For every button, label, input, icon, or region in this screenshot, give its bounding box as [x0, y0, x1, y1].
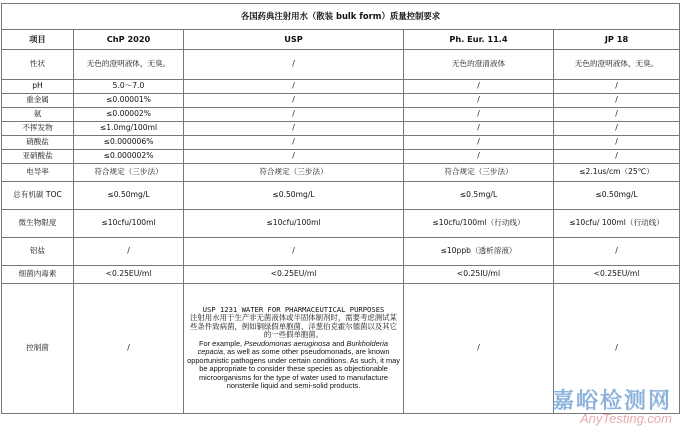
cell-jp: /	[554, 80, 680, 94]
usp-heading: USP 1231 WATER FOR PHARMACEUTICAL PURPOSES	[202, 305, 385, 315]
row-item-label: 硝酸盐	[2, 136, 74, 150]
cell-ep: /	[404, 150, 554, 164]
organism-name: Pseudomonas aeruginosa	[244, 338, 331, 348]
cell-usp: 符合规定（三步法）	[184, 164, 404, 182]
table-row	[2, 182, 680, 210]
cell-usp: /	[184, 108, 404, 122]
table-row	[2, 266, 680, 284]
table-row	[2, 136, 680, 150]
cell-chp: ≤0.000002%	[74, 150, 184, 164]
table-title: 各国药典注射用水（散装 bulk form）质量控制要求	[2, 4, 680, 30]
table-row	[2, 80, 680, 94]
cell-ep: /	[404, 108, 554, 122]
cell-chp: /	[74, 284, 184, 414]
cell-jp: <0.25EU/ml	[554, 266, 680, 284]
cell-jp: /	[554, 136, 680, 150]
row-item-label: 重金属	[2, 94, 74, 108]
cell-jp: ≤2.1us/cm（25℃）	[554, 164, 680, 182]
cell-chp: 符合规定（三步法）	[74, 164, 184, 182]
cell-usp: ≤0.50mg/L	[184, 182, 404, 210]
cell-jp: ≤0.50mg/L	[554, 182, 680, 210]
cell-usp: /	[184, 80, 404, 94]
cell-ep: /	[404, 94, 554, 108]
row-item-label: 电导率	[2, 164, 74, 182]
row-item-label: 细菌内毒素	[2, 266, 74, 284]
cell-chp: <0.25EU/ml	[74, 266, 184, 284]
cell-chp: 无色的澄明液体，无臭。	[74, 50, 184, 80]
row-item-label: 微生物限度	[2, 210, 74, 238]
cell-chp: ≤0.00002%	[74, 108, 184, 122]
watermark-en: AnyTesting.com	[579, 411, 672, 426]
cell-usp: /	[184, 122, 404, 136]
usp-en-part: and	[330, 338, 347, 348]
row-item-label: 总有机碳 TOC	[2, 182, 74, 210]
header-chp: ChP 2020	[74, 30, 184, 50]
cell-chp: /	[74, 238, 184, 266]
row-item-label: 控制菌	[2, 284, 74, 414]
header-ep: Ph. Eur. 11.4	[404, 30, 554, 50]
cell-jp: /	[554, 122, 680, 136]
cell-chp: 5.0～7.0	[74, 80, 184, 94]
cell-ep: /	[404, 284, 554, 414]
cell-usp: /	[184, 238, 404, 266]
cell-usp: /	[184, 150, 404, 164]
header-usp: USP	[184, 30, 404, 50]
table-row	[2, 94, 680, 108]
row-item-label: pH	[2, 80, 74, 94]
row-item-label: 不挥发物	[2, 122, 74, 136]
cell-ep: /	[404, 122, 554, 136]
table-row	[2, 238, 680, 266]
cell-jp: ≤10cfu/ 100ml（行动线）	[554, 210, 680, 238]
cell-usp-control	[184, 284, 404, 414]
cell-ep: <0.25IU/ml	[404, 266, 554, 284]
cell-ep: 无色的澄清液体	[404, 50, 554, 80]
cell-usp: /	[184, 136, 404, 150]
cell-chp: ≤10cfu/100ml	[74, 210, 184, 238]
table-row	[2, 108, 680, 122]
row-item-label: 氨	[2, 108, 74, 122]
cell-jp: /	[554, 94, 680, 108]
cell-usp: <0.25EU/ml	[184, 266, 404, 284]
cell-jp: /	[554, 108, 680, 122]
row-item-label: 亚硝酸盐	[2, 150, 74, 164]
watermark-cn: 嘉峪检测网	[551, 389, 672, 414]
cell-jp: /	[554, 238, 680, 266]
table-row	[2, 50, 680, 80]
header-jp: JP 18	[554, 30, 680, 50]
quality-requirements-table	[1, 3, 680, 414]
cell-chp: ≤0.50mg/L	[74, 182, 184, 210]
header-item: 项目	[2, 30, 74, 50]
watermark-logo	[552, 384, 672, 426]
table-row	[2, 150, 680, 164]
cell-ep: ≤10cfu/100ml（行动线）	[404, 210, 554, 238]
row-item-label: 性状	[2, 50, 74, 80]
cell-chp: ≤0.00001%	[74, 94, 184, 108]
table-row	[2, 122, 680, 136]
cell-chp: ≤1.0mg/100ml	[74, 122, 184, 136]
header-row	[2, 30, 680, 50]
cell-ep: /	[404, 80, 554, 94]
cell-usp: /	[184, 50, 404, 80]
organism-name: Burkholderia cepacia	[197, 338, 388, 357]
table-row	[2, 210, 680, 238]
usp-en-text	[187, 340, 400, 391]
usp-en-part: , as well as some other pseudomonads, are known opportunistic pathogens under certain conditions. As such, it may be appropriate to consider these species as objectionable microorganisms for the type of water used to manufacture nonsterile liquid and semi-solid products.	[187, 347, 400, 391]
cell-chp: ≤0.000006%	[74, 136, 184, 150]
cell-jp: 无色的澄明液体，无臭。	[554, 50, 680, 80]
table-row	[2, 164, 680, 182]
cell-usp: /	[184, 94, 404, 108]
cell-ep: ≤0.5mg/L	[404, 182, 554, 210]
cell-jp: /	[554, 284, 680, 414]
cell-ep: /	[404, 136, 554, 150]
cell-ep: 符合规定（三步法）	[404, 164, 554, 182]
usp-cn-text: 注射用水用于生产非无菌液体或半固体制剂时，需要考虑测试某些条件致病菌，例如铜绿假单胞菌、洋葱伯克霍尔德菌以及其它的一些假单胞菌。	[190, 313, 397, 340]
cell-jp: /	[554, 150, 680, 164]
usp-en-part: For example,	[198, 338, 245, 348]
row-item-label: 铝盐	[2, 238, 74, 266]
cell-usp: ≤10cfu/100ml	[184, 210, 404, 238]
cell-ep: ≤10ppb（透析溶液）	[404, 238, 554, 266]
